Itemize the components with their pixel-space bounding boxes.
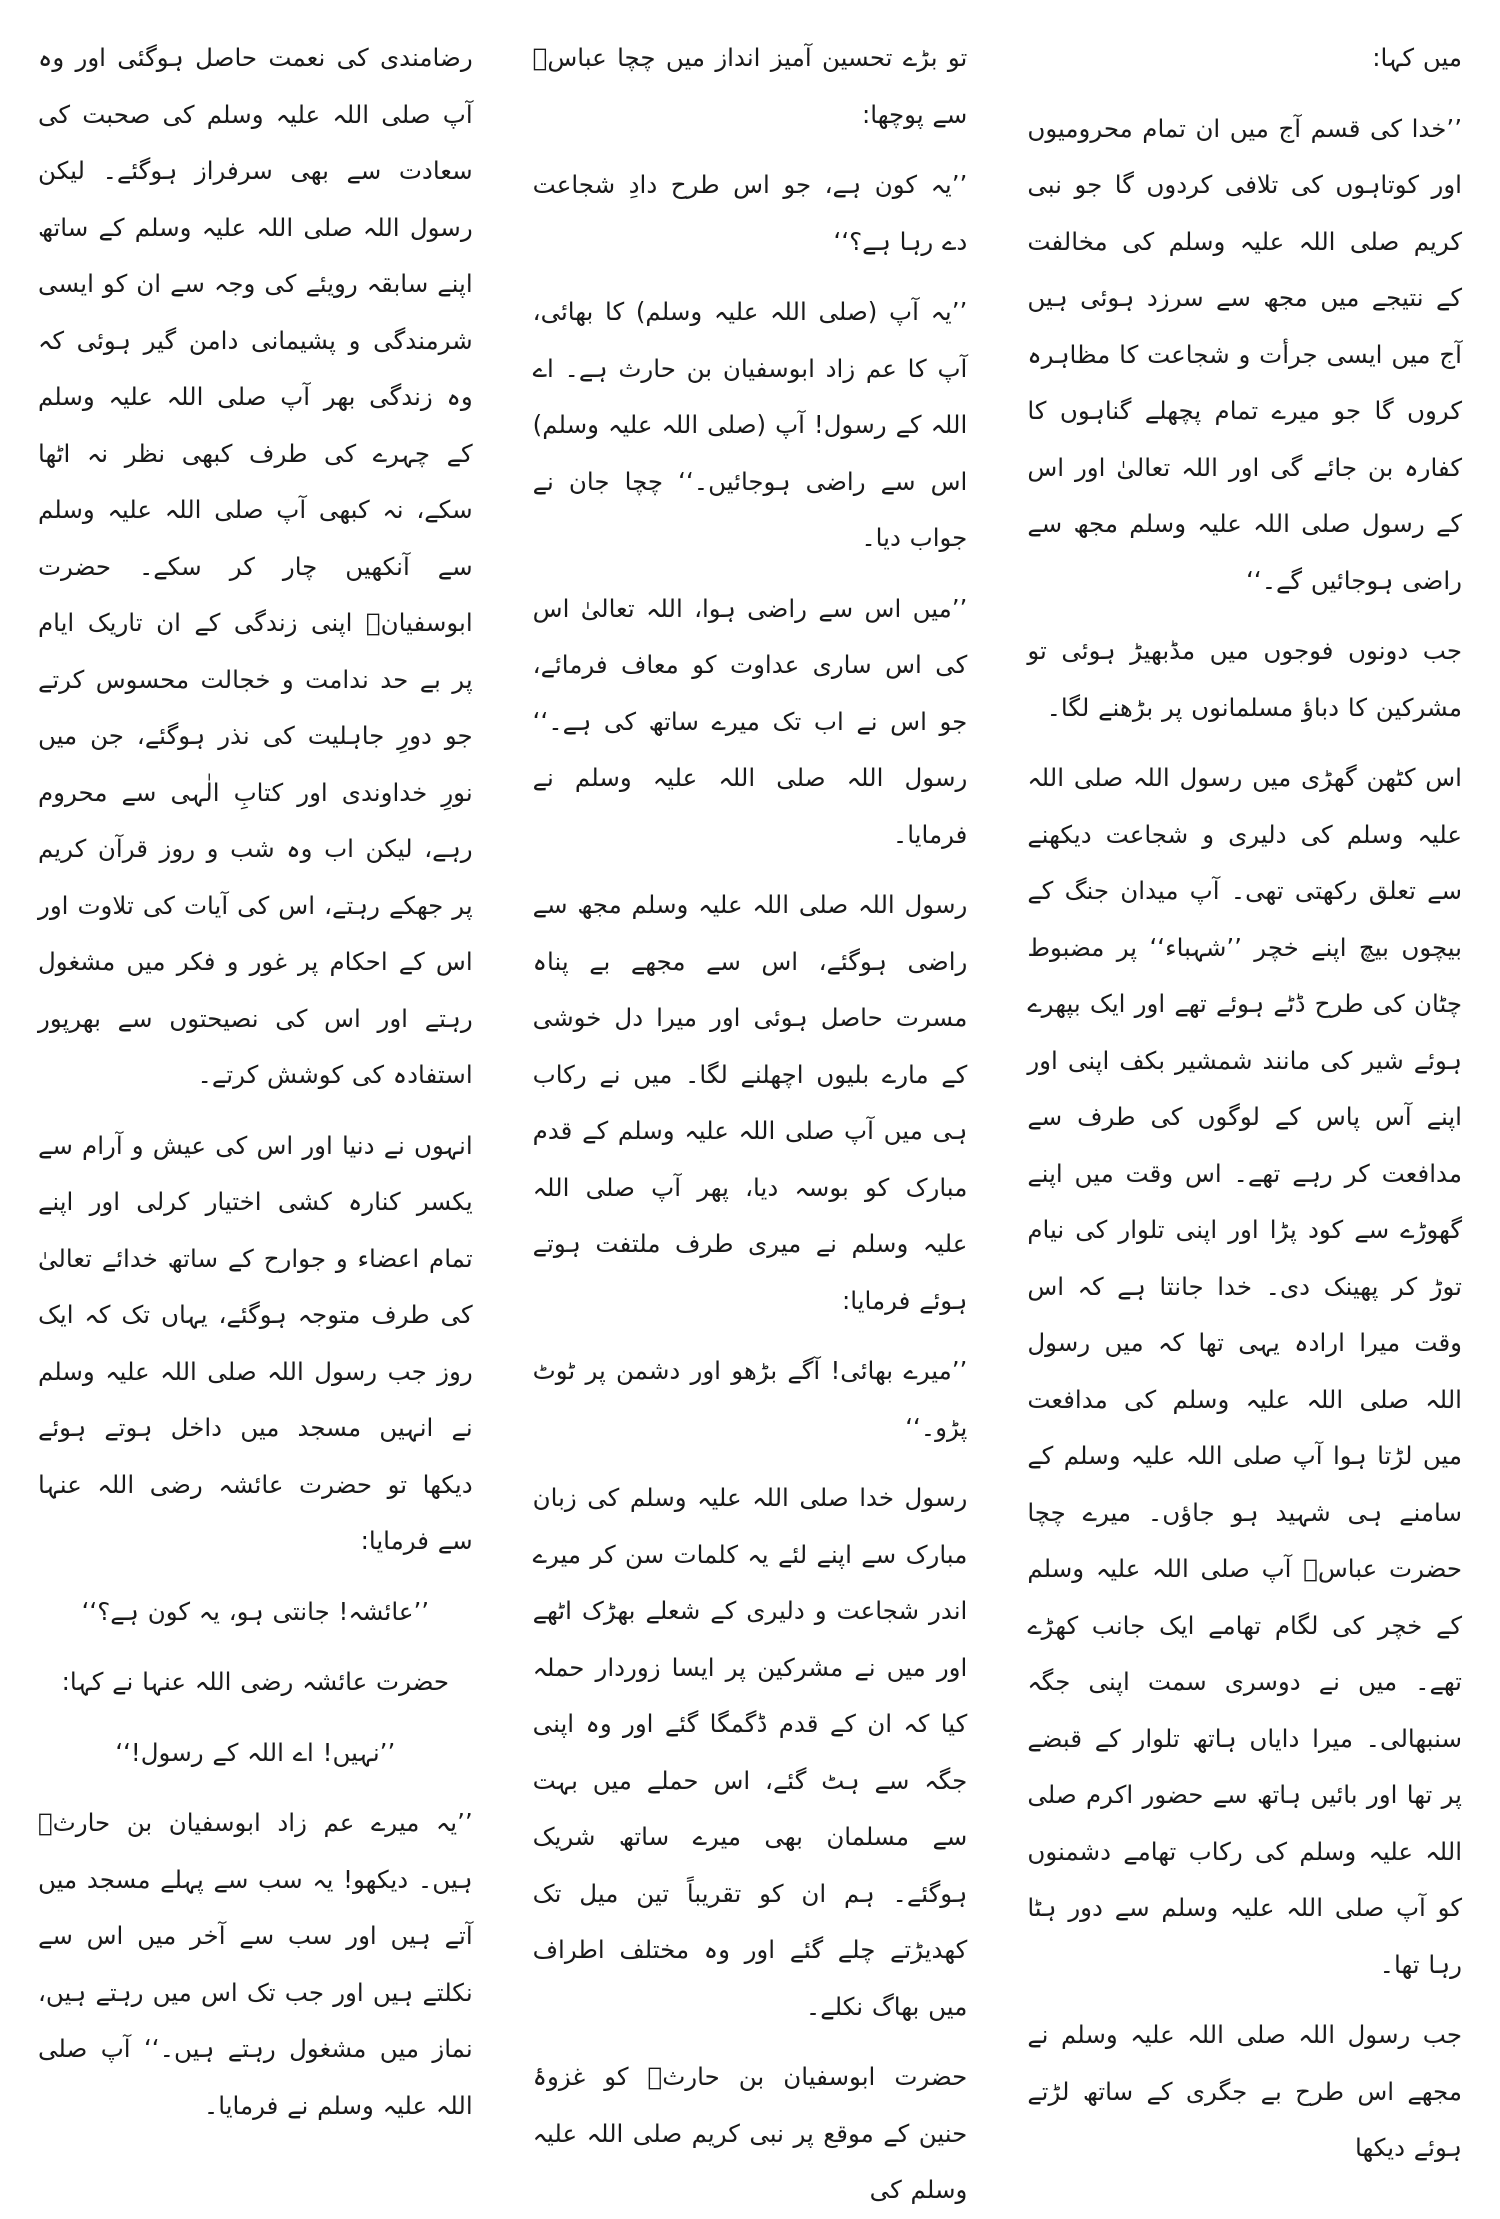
text-column-left (38, 30, 473, 2180)
paragraph: تو بڑے تحسین آمیز انداز میں چچا عباسؓ سے پوچھا: (532, 43, 968, 129)
text-column-right (1027, 30, 1462, 2180)
quote-line: ’’نہیں! اے اللہ کے رسول!‘‘ (115, 1737, 396, 1767)
paragraph: جب دونوں فوجوں میں مڈبھیڑ ہوئی تو مشرکین کا دباؤ مسلمانوں پر بڑھنے لگا۔ (1027, 636, 1462, 722)
text-column-middle (532, 30, 968, 2204)
paragraph: اس کٹھن گھڑی میں رسول اللہ صلی اللہ علیہ وسلم کی دلیری و شجاعت دیکھنے سے تعلق رکھتی تھی۔ آپ میدان جنگ کے بیچوں بیچ اپنے خچر ’’شہباء‘‘ پر مضبوط چٹان کی طرح ڈٹے ہوئے تھے اور ایک بپھرے ہوئے شیر کی مانند شمشیر بکف اپنی اور اپنے آس پاس کے لوگوں کی طرف سے مدافعت کر رہے تھے۔ اس وقت میں اپنے گھوڑے سے کود پڑا اور اپنی تلوار کی نیام توڑ کر پھینک دی۔ خدا جانتا ہے کہ اس وقت میرا ارادہ یہی تھا کہ میں رسول اللہ صلی اللہ علیہ وسلم کی مدافعت میں لڑتا ہوا آپ صلی اللہ علیہ وسلم کے سامنے ہی شہید ہو جاؤں۔ میرے چچا حضرت عباسؓ آپ صلی اللہ علیہ وسلم کے خچر کی لگام تھامے ایک جانب کھڑے تھے۔ میں نے دوسری سمت اپنی جگہ سنبھالی۔ میرا دایاں ہاتھ تلوار کے قبضے پر تھا اور بائیں ہاتھ سے حضور اکرم صلی اللہ علیہ وسلم کی رکاب تھامے دشمنوں کو آپ صلی اللہ علیہ وسلم سے دور ہٹا رہا تھا۔ (1027, 763, 1462, 1979)
paragraph: رسول اللہ صلی اللہ علیہ وسلم مجھ سے راضی ہوگئے، اس سے مجھے بے پناہ مسرت حاصل ہوئی اور میرا دل خوشی کے مارے بلیوں اچھلنے لگا۔ میں نے رکاب ہی میں آپ صلی اللہ علیہ وسلم کے قدم مبارک کو بوسہ دیا، پھر آپ صلی اللہ علیہ وسلم نے میری طرف ملتفت ہوتے ہوئے فرمایا: (532, 890, 968, 1315)
paragraph: میں کہا: (1372, 43, 1462, 72)
paragraph: ’’یہ کون ہے، جو اس طرح دادِ شجاعت دے رہا ہے؟‘‘ (532, 170, 968, 256)
paragraph: رسول خدا صلی اللہ علیہ وسلم کی زبان مبارک سے اپنے لئے یہ کلمات سن کر میرے اندر شجاعت و دلیری کے شعلے بھڑک اٹھے اور میں نے مشرکین پر ایسا زوردار حملہ کیا کہ ان کے قدم ڈگمگا گئے اور وہ اپنی جگہ سے ہٹ گئے، اس حملے میں بہت سے مسلمان بھی میرے ساتھ شریک ہوگئے۔ ہم ان کو تقریباً تین میل تک کھدیڑتے چلے گئے اور وہ مختلف اطراف میں بھاگ نکلے۔ (532, 1483, 968, 2021)
paragraph: رضامندی کی نعمت حاصل ہوگئی اور وہ آپ صلی اللہ علیہ وسلم کی صحبت کی سعادت سے بھی سرفراز ہوگئے۔ لیکن رسول اللہ صلی اللہ علیہ وسلم کے ساتھ اپنے سابقہ رویئے کی وجہ سے ان کو ایسی شرمندگی و پشیمانی دامن گیر ہوئی کہ وہ زندگی بھر آپ صلی اللہ علیہ وسلم کے چہرے کی طرف کبھی نظر نہ اٹھا سکے، نہ کبھی آپ صلی اللہ علیہ وسلم سے آنکھیں چار کر سکے۔ حضرت ابوسفیانؓ اپنی زندگی کے ان تاریک ایام پر بے حد ندامت و خجالت محسوس کرتے جو دورِ جاہلیت کی نذر ہوگئے، جن میں نورِ خداوندی اور کتابِ الٰہی سے محروم رہے، لیکن اب وہ شب و روز قرآن کریم پر جھکے رہتے، اس کی آیات کی تلاوت اور اس کے احکام پر غور و فکر میں مشغول رہتے اور اس کی نصیحتوں سے بھرپور استفادہ کی کوشش کرتے۔ (37, 43, 473, 1089)
quote-line: حضرت عائشہ رضی اللہ عنہا نے کہا: (61, 1667, 449, 1696)
paragraph: ’’میں اس سے راضی ہوا، اللہ تعالیٰ اس کی اس ساری عداوت کو معاف فرمائے، جو اس نے اب تک میرے ساتھ کی ہے۔‘‘ رسول اللہ صلی اللہ علیہ وسلم نے فرمایا۔ (532, 593, 968, 849)
paragraph: ’’یہ میرے عم زاد ابوسفیان بن حارثؓ ہیں۔ دیکھو! یہ سب سے پہلے مسجد میں آتے ہیں اور سب سے آخر میں اس سے نکلتے ہیں اور جب تک اس میں رہتے ہیں، نماز میں مشغول رہتے ہیں۔‘‘ آپ صلی اللہ علیہ وسلم نے فرمایا۔ (37, 1808, 473, 2120)
paragraph: ’’یہ آپ (صلی اللہ علیہ وسلم) کا بھائی، آپ کا عم زاد ابوسفیان بن حارث ہے۔ اے اللہ کے رسول! آپ (صلی اللہ علیہ وسلم) اس سے راضی ہوجائیں۔‘‘ چچا جان نے جواب دیا۔ (532, 297, 968, 552)
paragraph: ’’خدا کی قسم آج میں ان تمام محرومیوں اور کوتاہوں کی تلافی کردوں گا جو نبی کریم صلی اللہ علیہ وسلم کی مخالفت کے نتیجے میں مجھ سے سرزد ہوئی ہیں آج میں ایسی جرأت و شجاعت کا مظاہرہ کروں گا جو میرے تمام پچھلے گناہوں کا کفارہ بن جائے گی اور اللہ تعالیٰ اور اس کے رسول صلی اللہ علیہ وسلم مجھ سے راضی ہوجائیں گے۔‘‘ (1027, 113, 1462, 595)
paragraph: حضرت ابوسفیان بن حارثؓ کو غزوۂ حنین کے موقع پر نبی کریم صلی اللہ علیہ وسلم کی (532, 2062, 968, 2204)
quote-line: ’’عائشہ! جانتی ہو، یہ کون ہے؟‘‘ (81, 1596, 430, 1626)
paragraph: جب رسول اللہ صلی اللہ علیہ وسلم نے مجھے اس طرح بے جگری کے ساتھ لڑتے ہوئے دیکھا (1027, 2020, 1462, 2162)
paragraph: ’’میرے بھائی! آگے بڑھو اور دشمن پر ٹوٹ پڑو۔‘‘ (532, 1356, 968, 1442)
paragraph: انہوں نے دنیا اور اس کی عیش و آرام سے یکسر کنارہ کشی اختیار کرلی اور اپنے تمام اعضاء و جوارح کے ساتھ خدائے تعالیٰ کی طرف متوجہ ہوگئے، یہاں تک کہ ایک روز جب رسول اللہ صلی اللہ علیہ وسلم نے انہیں مسجد میں داخل ہوتے ہوئے دیکھا تو حضرت عائشہ رضی اللہ عنہا سے فرمایا: (37, 1130, 473, 1555)
